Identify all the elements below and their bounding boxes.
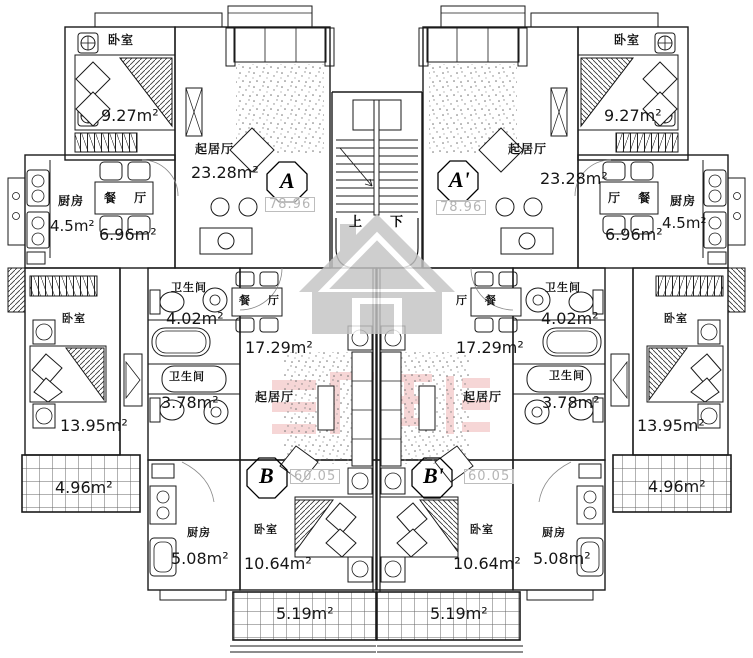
stair-up-label: 上	[349, 215, 363, 230]
b-left-bedroom-area: 10.64m²	[244, 554, 312, 573]
a-left-living-label: 起居厅	[195, 142, 235, 156]
b-right-bath2-label: 卫生间	[549, 369, 585, 382]
b-left-side-balcony-area: 4.96m²	[55, 478, 113, 497]
b-right-bedroom-area: 10.64m²	[453, 554, 521, 573]
b-right-bedroom-label: 卧室	[470, 523, 494, 536]
b-left-dining-area: 17.29m²	[245, 338, 313, 357]
b-right-badge: B'	[423, 463, 444, 488]
a-right-living-area: 23.28m²	[540, 169, 608, 188]
b-left-kitchen-area: 5.08m²	[171, 549, 229, 568]
b-left-dining-label: 餐 厅	[239, 294, 286, 307]
b-left-total-area: 60.05	[290, 469, 340, 484]
a-left-bedroom-label: 卧室	[108, 33, 135, 47]
b-left-bedroom-label: 卧室	[254, 523, 278, 536]
b-right-side-bedroom-area: 13.95m²	[637, 416, 705, 435]
b-right-living-label: 起居厅	[463, 390, 503, 404]
a-right-living-label: 起居厅	[508, 142, 548, 156]
a-left-total-area: 78.96	[265, 197, 315, 212]
b-right-dining-label: 厅 餐	[456, 294, 503, 307]
b-left-kitchen-label: 厨房	[187, 526, 211, 539]
stair-down-label: 下	[390, 215, 404, 230]
b-left-bath2-area: 3.78m²	[161, 393, 219, 412]
b-right-total-area: 60.05	[464, 469, 514, 484]
a-left-kitchen-area: 4.5m²	[50, 217, 95, 235]
b-left-living-label: 起居厅	[255, 390, 295, 404]
a-left-dining-label: 餐 厅	[104, 191, 154, 205]
a-right-bedroom-area: 9.27m²	[604, 106, 662, 125]
a-left-badge: A	[280, 168, 295, 193]
a-right-bedroom-label: 卧室	[614, 33, 641, 47]
b-left-side-bedroom-area: 13.95m²	[60, 416, 128, 435]
b-right-side-balcony-area: 4.96m²	[648, 477, 706, 496]
b-right-kitchen-area: 5.08m²	[533, 549, 591, 568]
house-logo-watermark	[299, 214, 455, 334]
b-right-dining-area: 17.29m²	[456, 338, 524, 357]
a-right-dining-label: 厅 餐	[608, 191, 658, 205]
b-left-bath2-label: 卫生间	[169, 370, 205, 383]
b-right-bath1-label: 卫生间	[545, 281, 581, 294]
a-right-badge: A'	[449, 167, 470, 192]
a-right-kitchen-label: 厨房	[670, 194, 697, 208]
b-right-kitchen-label: 厨房	[542, 526, 566, 539]
a-left-kitchen-label: 厨房	[58, 194, 85, 208]
b-left-balcony-area: 5.19m²	[276, 604, 334, 623]
a-left-bedroom-area: 9.27m²	[101, 106, 159, 125]
b-left-badge: B	[259, 463, 274, 488]
b-left-bath1-label: 卫生间	[171, 281, 207, 294]
b-right-side-bedroom-label: 卧室	[664, 312, 688, 325]
a-left-dining-area: 6.96m²	[99, 225, 157, 244]
b-right-bath2-area: 3.78m²	[542, 393, 600, 412]
b-right-balcony-area: 5.19m²	[430, 604, 488, 623]
b-left-side-bedroom-label: 卧室	[62, 312, 86, 325]
a-right-total-area: 78.96	[436, 200, 486, 215]
b-left-bath1-area: 4.02m²	[166, 309, 224, 328]
a-right-kitchen-area: 4.5m²	[662, 214, 707, 232]
b-right-bath1-area: 4.02m²	[541, 309, 599, 328]
a-right-dining-area: 6.96m²	[605, 225, 663, 244]
a-left-living-area: 23.28m²	[191, 163, 259, 182]
